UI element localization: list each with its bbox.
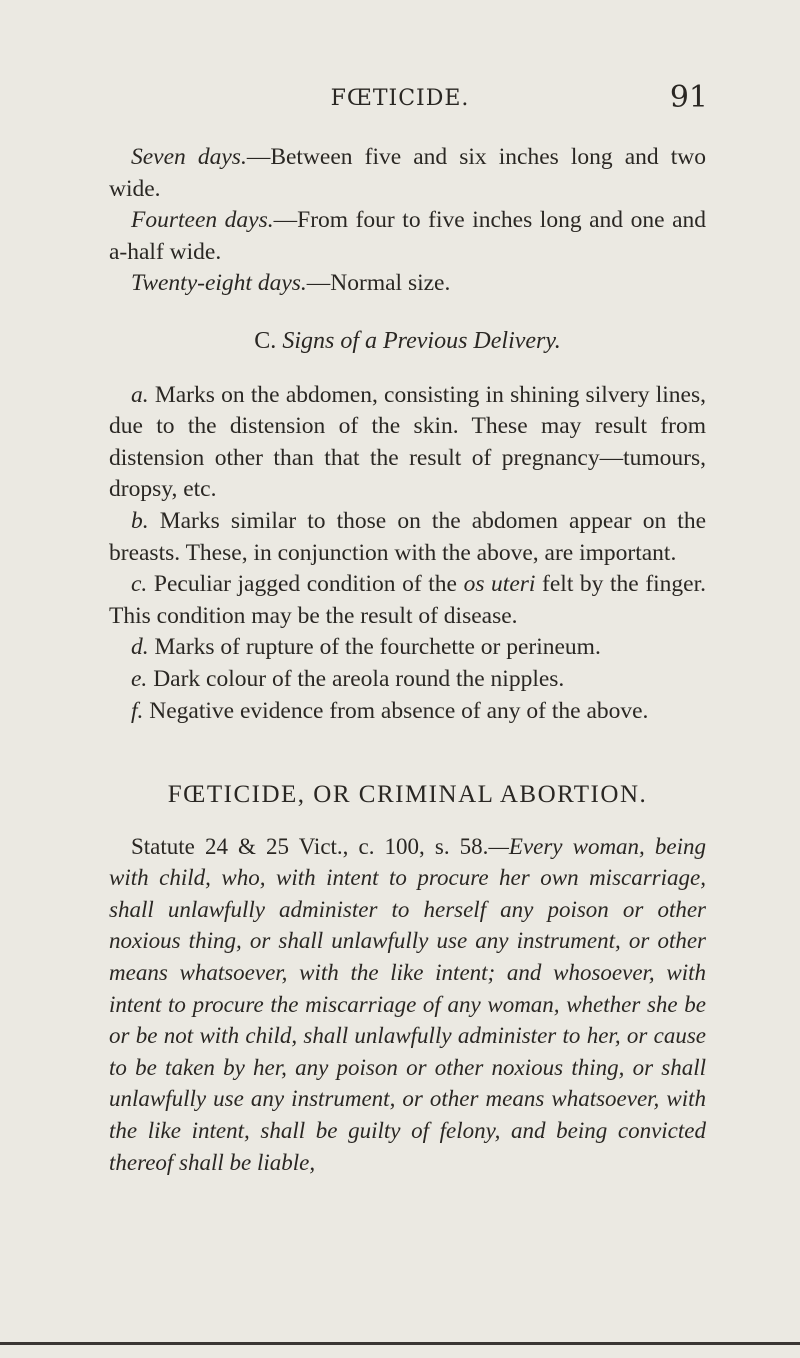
duration-entry: Twenty-eight days.—Normal size. (131, 270, 451, 297)
sign-item: d. Marks of rupture of the fourchette or perineum. (131, 634, 601, 661)
page-edge-divider (0, 1342, 800, 1345)
sign-item: e. Dark colour of the areola round the nipples. (131, 665, 565, 692)
page-number: 91 (669, 80, 708, 115)
sign-item: f. Negative evidence from absence of any of the above. (131, 697, 649, 724)
sign-item: b. Marks similar to those on the abdomen appear on the breasts. These, in conjunction with the above, are important. (109, 507, 707, 566)
page-header (0, 80, 800, 120)
running-head: FŒTICIDE. (330, 86, 470, 111)
sign-item: a. Marks on the abdomen, consisting in shining silvery lines, due to the distension of the skin. These may result from distension other than that the result of pregnancy—tumours, dropsy, etc. (109, 381, 707, 503)
duration-entry: Fourteen days.—From four to five inches long and one and a-half wide. (109, 207, 706, 265)
statute-paragraph: Statute 24 & 25 Vict., c. 100, s. 58.—Every woman, being with child, who, with intent to procure her own miscarriage, shall unlawfully administer to herself any poison or other noxious thing, or shall unlawfully use any instrument, or other means whatsoever, with the like intent; and whosoever, with intent to procure the miscarriage of any woman, whether she be or be not with child, shall unlawfully administer to her, or cause to be taken by her, any poison or other noxious thing, or shall unlawfully use any instrument, or other means whatsoever, with the like intent, shall be guilty of felony, and being convicted thereof shall be liable, (109, 833, 706, 1175)
sign-item: c. Peculiar jagged condition of the os uteri felt by the finger. This condition may be the result of disease. (109, 571, 707, 629)
duration-entry: Seven days.—Between five and six inches long and two wide. (109, 144, 706, 202)
section-heading: C. Signs of a Previous Delivery. (254, 327, 561, 354)
page-body (109, 142, 706, 1178)
chapter-heading: FŒTICIDE, OR CRIMINAL ABORTION. (167, 781, 648, 809)
